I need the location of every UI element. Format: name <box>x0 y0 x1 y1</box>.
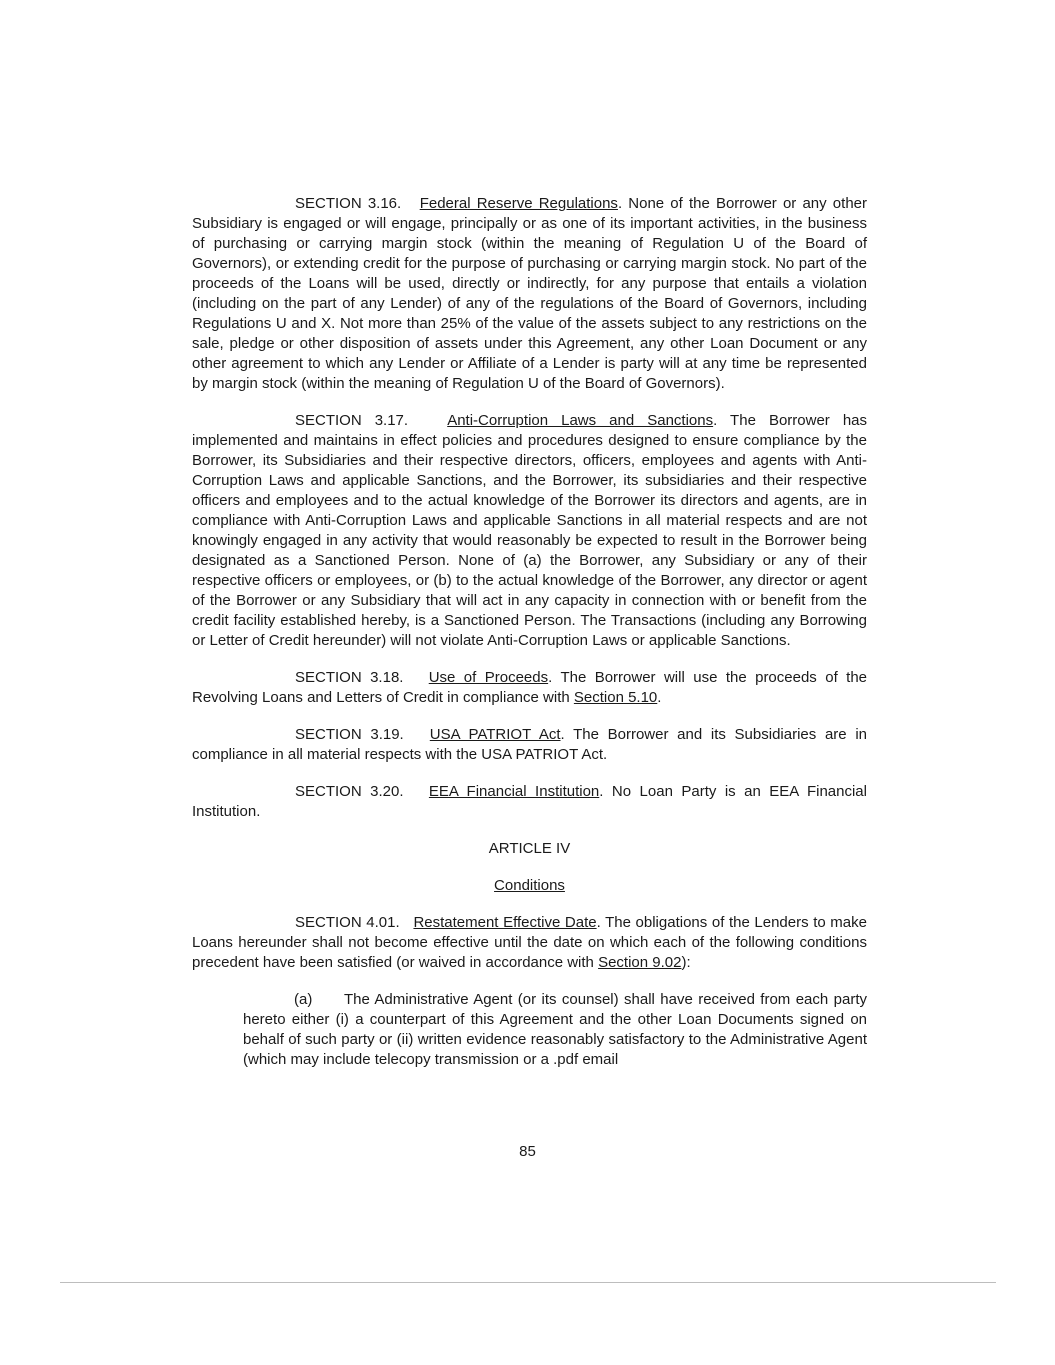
section-text-end: . <box>657 689 662 706</box>
section-3-18 <box>192 668 867 708</box>
article-title: ARTICLE IV <box>488 840 571 857</box>
clause-label: (a) <box>294 991 313 1008</box>
section-text: . The Borrower and its Subsidiaries are in compliance in all material respects with the USA PATRIOT Act. <box>192 726 867 763</box>
section-3-17 <box>192 411 867 651</box>
section-heading: Restatement Effective Date <box>413 914 597 931</box>
section-heading: EEA Financial Institution <box>428 783 600 800</box>
section-text: . The Borrower will use the proceeds of the Revolving Loans and Letters of Credit in compliance with <box>192 669 868 706</box>
section-number: SECTION 4.01. <box>295 914 400 931</box>
section-text: . No Loan Party is an EEA Financial Institution. <box>192 783 867 820</box>
section-heading: Use of Proceeds <box>428 669 549 686</box>
document-body <box>192 194 867 1070</box>
article-subtitle: Conditions <box>494 877 565 894</box>
section-reference: Section 9.02 <box>598 954 682 971</box>
page-number: 85 <box>519 1143 536 1160</box>
section-number: SECTION 3.17. <box>295 412 409 429</box>
section-text: . The obligations of the Lenders to make Loans hereunder shall not become effective until the date on which each of the following conditions precedent have been satisfied (or waived in accordance with <box>192 914 867 971</box>
section-3-20 <box>192 782 867 822</box>
section-number: SECTION 3.18. <box>295 669 404 686</box>
page-divider <box>60 1282 996 1283</box>
section-text: . None of the Borrower or any other Subsidiary is engaged or will engage, principally or as one of its important activities, in the business of purchasing or carrying margin stock (within the meaning of Regulation U of the Board of Governors), or extending credit for the purpose of purchasing or carrying margin stock. No part of the proceeds of the Loans will be used, directly or indirectly, for any purpose that entails a violation (including on the part of any Lender) of any of the regulations of the Board of Governors, including Regulations U and X. Not more than 25% of the value of the assets subject to any restrictions on the sale, pledge or other disposition of assets under this Agreement, any other Loan Document or any other agreement to which any Lender or Affiliate of a Lender is party will at any time be represented by margin stock (within the meaning of Regulation U of the Board of Governors). <box>192 195 867 392</box>
section-heading: Federal Reserve Regulations <box>419 195 618 212</box>
section-4-01 <box>192 913 867 973</box>
section-reference: Section 5.10 <box>573 689 658 706</box>
section-heading: USA PATRIOT Act <box>429 726 561 743</box>
section-3-16 <box>192 194 867 394</box>
section-text-end: ): <box>681 954 691 971</box>
clause-a <box>243 990 867 1070</box>
section-number: SECTION 3.19. <box>295 726 404 743</box>
section-number: SECTION 3.20. <box>295 783 404 800</box>
section-heading: Anti-Corruption Laws and Sanctions <box>447 412 714 429</box>
section-text: . The Borrower has implemented and maintains in effect policies and procedures designed to ensure compliance by the Borrower, its Subsidiaries and their respective directors, officers, employees and agents with Anti-Corruption Laws and applicable Sanctions, and the Borrower, its subsidiaries and their respective officers and employees and to the actual knowledge of the Borrower its directors and agents, are in compliance with Anti-Corruption Laws and applicable Sanctions in all material respects and are not knowingly engaged in any activity that would reasonably be expected to result in the Borrower being designated as a Sanctioned Person. None of (a) the Borrower, any Subsidiary or any of their respective officers or employees, or (b) to the actual knowledge of the Borrower, any director or agent of the Borrower or any Subsidiary that will act in any capacity in connection with or benefit from the credit facility established hereby, is a Sanctioned Person. The Transactions (including any Borrowing or Letter of Credit hereunder) will not violate Anti-Corruption Laws or applicable Sanctions. <box>192 412 868 649</box>
section-3-19 <box>192 725 867 765</box>
section-number: SECTION 3.16. <box>295 195 402 212</box>
clause-text: The Administrative Agent (or its counsel) shall have received from each party hereto either (i) a counterpart of this Agreement and the other Loan Documents signed on behalf of such party or (ii) written evidence reasonably satisfactory to the Administrative Agent (which may include telecopy transmission or a .pdf email <box>243 991 867 1068</box>
